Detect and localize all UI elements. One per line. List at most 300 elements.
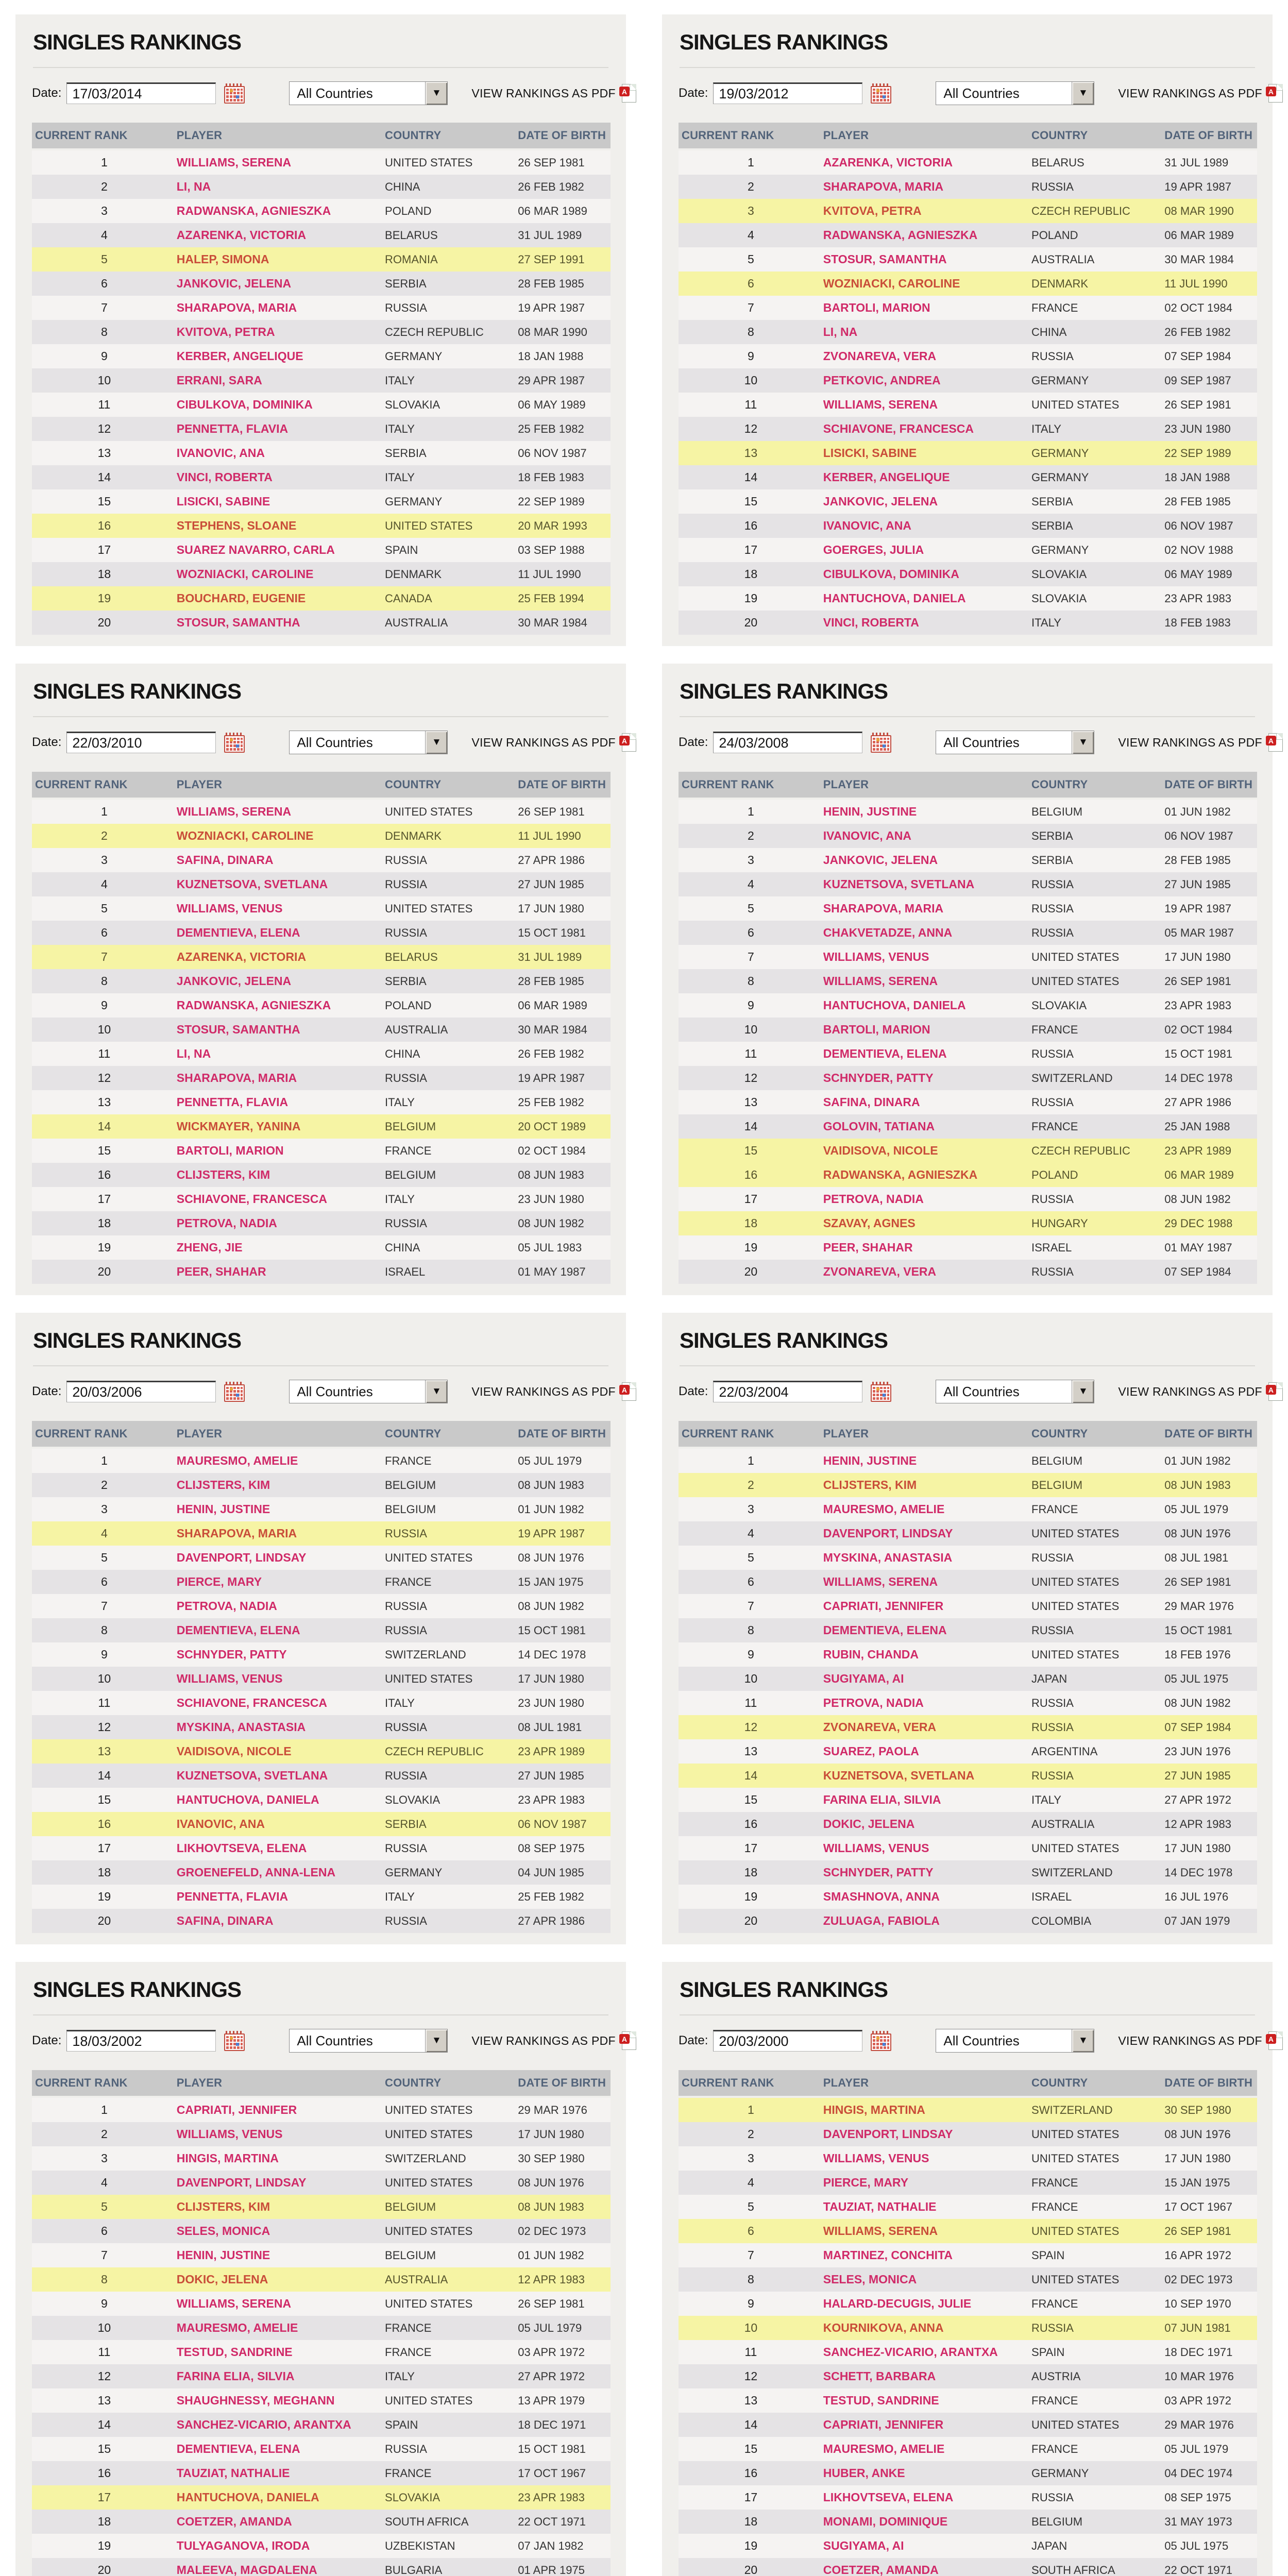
player-name-link[interactable]: RUBIN, CHANDA [823,1648,919,1661]
date-of-birth-cell: 05 JUL 1975 [1164,2539,1229,2552]
player-name-link[interactable]: HENIN, JUSTINE [176,1502,270,1516]
rank-cell: 15 [744,495,758,508]
date-of-birth-cell: 19 APR 1987 [518,1071,585,1084]
player-name-link[interactable]: KUZNETSOVA, SVETLANA [176,877,328,891]
player-name-link[interactable]: CAPRIATI, JENNIFER [176,2103,297,2116]
player-name-link[interactable]: RADWANSKA, AGNIESZKA [176,998,331,1012]
player-name-link[interactable]: BARTOLI, MARION [823,1023,930,1036]
date-of-birth-cell: 17 JUN 1980 [1164,2151,1231,2165]
table-row [679,2510,1257,2534]
column-header-date-of-birth: DATE OF BIRTH [518,123,611,149]
table-row [679,1018,1257,1042]
player-name-link[interactable]: JANKOVIC, JELENA [176,974,292,988]
date-label: Date: [32,735,62,749]
player-name-link[interactable]: JANKOVIC, JELENA [823,495,938,508]
country-select[interactable] [936,1380,1094,1403]
rank-cell: 3 [100,853,108,867]
chevron-down-icon[interactable]: ▼ [425,1380,447,1403]
country-cell: ARGENTINA [1031,1744,1098,1758]
player-name-link[interactable]: DEMENTIEVA, ELENA [176,2442,300,2455]
rank-cell: 18 [744,2515,758,2528]
player-name-link[interactable]: KUZNETSOVA, SVETLANA [176,1769,328,1782]
date-label: Date: [679,86,708,100]
pdf-icon[interactable] [1268,733,1283,752]
rank-cell: 8 [100,325,108,338]
player-name-link[interactable]: ZVONAREVA, VERA [823,349,937,363]
calendar-icon[interactable] [871,2033,891,2051]
table-row [32,1667,611,1691]
player-name-link[interactable]: VAIDISOVA, NICOLE [176,1744,292,1758]
player-name-link[interactable]: KERBER, ANGELIQUE [176,349,303,363]
player-name-link[interactable]: IVANOVIC, ANA [176,446,265,460]
chevron-down-icon[interactable]: ▼ [425,731,447,754]
player-name-link[interactable]: IVANOVIC, ANA [176,1817,265,1831]
player-name-link[interactable]: BARTOLI, MARION [823,301,930,314]
rank-cell: 11 [744,2345,757,2359]
player-name-link[interactable]: PIERCE, MARY [823,2176,909,2189]
column-header-player: PLAYER [823,123,1031,149]
rank-cell: 10 [97,1672,111,1685]
player-name-link[interactable]: PETKOVIC, ANDREA [823,374,941,387]
player-name-link[interactable]: HANTUCHOVA, DANIELA [176,2490,319,2504]
player-name-link[interactable]: PETROVA, NADIA [176,1599,277,1613]
player-name-link[interactable]: LISICKI, SABINE [176,495,270,508]
date-of-birth-cell: 01 APR 1975 [518,2563,585,2576]
country-cell: UNITED STATES [385,1551,473,1564]
player-name-link[interactable]: MONAMI, DOMINIQUE [823,2515,948,2528]
player-name-link[interactable]: CAPRIATI, JENNIFER [823,1599,944,1613]
player-name-link[interactable]: SZAVAY, AGNES [823,1216,916,1230]
player-name-link[interactable]: DAVENPORT, LINDSAY [823,2127,953,2141]
view-rankings-pdf-link[interactable]: VIEW RANKINGS AS PDF [1118,2033,1262,2047]
player-name-link[interactable]: LIKHOVTSEVA, ELENA [176,1841,307,1855]
singles-rankings-panel [662,1313,1273,1944]
player-name-link[interactable]: DEMENTIEVA, ELENA [176,1623,300,1637]
player-name-link[interactable]: SAFINA, DINARA [823,1095,920,1109]
player-name-link[interactable]: LIKHOVTSEVA, ELENA [823,2490,954,2504]
player-name-link[interactable]: DEMENTIEVA, ELENA [176,926,300,939]
player-name-link[interactable]: WILLIAMS, SERENA [823,2224,938,2238]
player-name-link[interactable]: MYSKINA, ANASTASIA [823,1551,953,1564]
country-cell: RUSSIA [385,1527,427,1540]
player-name-link[interactable]: WILLIAMS, VENUS [823,950,929,963]
table-row [32,175,611,199]
player-name-link[interactable]: MALEEVA, MAGDALENA [176,2563,317,2576]
player-name-link[interactable]: SCHIAVONE, FRANCESCA [823,422,974,435]
player-name-link[interactable]: SHARAPOVA, MARIA [823,180,944,193]
player-name-link[interactable]: SHARAPOVA, MARIA [176,1071,297,1084]
country-cell: ITALY [385,1095,415,1109]
country-cell: CZECH REPUBLIC [1031,204,1130,217]
table-row [32,1788,611,1812]
player-name-link[interactable]: TESTUD, SANDRINE [823,2394,939,2407]
player-name-link[interactable]: WILLIAMS, SERENA [176,805,292,818]
calendar-icon[interactable] [871,1384,891,1402]
player-name-link[interactable]: FARINA ELIA, SILVIA [176,2369,295,2383]
player-name-link[interactable]: VINCI, ROBERTA [823,616,919,629]
country-cell: SPAIN [385,2418,418,2431]
country-cell: SOUTH AFRICA [1031,2563,1115,2576]
player-name-link[interactable]: WOZNIACKI, CAROLINE [823,277,960,290]
country-cell: SWITZERLAND [385,2151,466,2165]
player-name-link[interactable]: WILLIAMS, SERENA [823,398,938,411]
player-name-link[interactable]: GROENEFELD, ANNA-LENA [176,1866,336,1879]
player-name-link[interactable]: AZARENKA, VICTORIA [176,228,307,242]
player-name-link[interactable]: TAUZIAT, NATHALIE [176,2466,290,2480]
player-name-link[interactable]: HANTUCHOVA, DANIELA [823,998,966,1012]
player-name-link[interactable]: DEMENTIEVA, ELENA [823,1623,947,1637]
player-name-link[interactable]: IVANOVIC, ANA [823,829,911,842]
player-name-link[interactable]: SANCHEZ-VICARIO, ARANTXA [823,2345,998,2359]
player-name-link[interactable]: SCHIAVONE, FRANCESCA [176,1192,327,1206]
table-row [32,969,611,993]
country-cell: RUSSIA [385,1914,427,1927]
rank-cell: 11 [98,2345,111,2359]
calendar-cells-decoration [873,2036,889,2049]
column-header-date-of-birth: DATE OF BIRTH [518,2070,611,2097]
player-name-link[interactable]: BARTOLI, MARION [176,1144,284,1157]
column-header-current-rank: CURRENT RANK [32,772,177,799]
calendar-icon[interactable] [224,735,245,753]
player-name-link[interactable]: SUAREZ, PAOLA [823,1744,919,1758]
player-name-link[interactable]: PENNETTA, FLAVIA [176,1095,289,1109]
country-cell: RUSSIA [1031,1095,1074,1109]
pdf-icon[interactable] [1268,1382,1283,1401]
player-name-link[interactable]: DOKIC, JELENA [176,2273,268,2286]
player-name-link[interactable]: CHAKVETADZE, ANNA [823,926,953,939]
player-name-link[interactable]: SCHNYDER, PATTY [823,1866,934,1879]
date-of-birth-cell: 22 SEP 1989 [518,495,585,508]
rank-cell: 14 [97,2418,111,2431]
view-rankings-pdf-link[interactable]: VIEW RANKINGS AS PDF [471,86,616,100]
player-name-link[interactable]: SUGIYAMA, AI [823,2539,904,2552]
player-name-link[interactable]: TULYAGANOVA, IRODA [176,2539,310,2552]
pdf-icon[interactable] [622,84,636,103]
player-name-link[interactable]: SUAREZ NAVARRO, CARLA [176,543,335,556]
player-name-link[interactable]: HANTUCHOVA, DANIELA [823,591,966,605]
title-divider [680,716,1255,717]
player-name-link[interactable]: CAPRIATI, JENNIFER [823,2418,944,2431]
country-cell: GERMANY [385,1866,443,1879]
date-input[interactable] [66,82,216,104]
player-name-link[interactable]: LI, NA [176,180,211,193]
date-input[interactable] [66,2030,216,2052]
date-of-birth-cell: 27 JUN 1985 [1164,1769,1231,1782]
chevron-down-icon[interactable]: ▼ [425,2029,447,2052]
player-name-link[interactable]: MYSKINA, ANASTASIA [176,1720,306,1734]
table-row [679,1764,1257,1788]
player-name-link[interactable]: KVITOVA, PETRA [176,325,275,338]
player-name-link[interactable]: GOERGES, JULIA [823,543,924,556]
player-name-link[interactable]: VINCI, ROBERTA [176,470,273,484]
pdf-icon[interactable] [1268,84,1283,103]
view-rankings-pdf-link[interactable]: VIEW RANKINGS AS PDF [1118,735,1262,749]
player-name-link[interactable]: LISICKI, SABINE [823,446,917,460]
player-name-link[interactable]: KOURNIKOVA, ANNA [823,2321,944,2334]
player-name-link[interactable]: PIERCE, MARY [176,1575,262,1588]
calendar-icon[interactable] [871,735,891,753]
view-rankings-pdf-link[interactable]: VIEW RANKINGS AS PDF [1118,86,1262,100]
player-name-link[interactable]: WILLIAMS, SERENA [176,2297,292,2310]
player-name-link[interactable]: GOLOVIN, TATIANA [823,1120,935,1133]
view-rankings-pdf-link[interactable]: VIEW RANKINGS AS PDF [1118,1384,1262,1398]
player-name-link[interactable]: MAURESMO, AMELIE [823,1502,945,1516]
player-name-link[interactable]: PETROVA, NADIA [823,1192,924,1206]
column-header-player: PLAYER [177,1421,385,1448]
player-name-link[interactable]: WILLIAMS, SERENA [823,1575,938,1588]
player-name-link[interactable]: DAVENPORT, LINDSAY [176,2176,307,2189]
player-name-link[interactable]: DOKIC, JELENA [823,1817,915,1831]
player-name-link[interactable]: STOSUR, SAMANTHA [823,252,947,266]
date-of-birth-cell: 23 JUN 1980 [1164,422,1231,435]
date-of-birth-cell: 06 MAR 1989 [518,998,587,1012]
rankings-table-body [32,2097,611,2576]
player-name-link[interactable]: CLIJSTERS, KIM [176,2200,270,2213]
player-name-link[interactable]: RADWANSKA, AGNIESZKA [823,1168,978,1181]
singles-rankings-panel [15,1962,626,2576]
date-of-birth-cell: 01 JUN 1982 [1164,1454,1231,1467]
column-header-player: PLAYER [177,123,385,149]
date-of-birth-cell: 17 JUN 1980 [518,1672,584,1685]
table-row [679,1812,1257,1836]
table-row [679,538,1257,562]
player-name-link[interactable]: CLIJSTERS, KIM [823,1478,917,1492]
date-of-birth-cell: 02 OCT 1984 [1164,301,1232,314]
table-row [679,1909,1257,1933]
table-row [32,1211,611,1235]
player-name-link[interactable]: HANTUCHOVA, DANIELA [176,1793,319,1806]
player-name-link[interactable]: SCHNYDER, PATTY [823,1071,934,1084]
view-rankings-pdf-link[interactable]: VIEW RANKINGS AS PDF [471,2033,616,2047]
chevron-down-icon[interactable]: ▼ [1072,2029,1094,2052]
player-name-link[interactable]: MARTINEZ, CONCHITA [823,2248,953,2262]
player-name-link[interactable]: SCHNYDER, PATTY [176,1648,287,1661]
date-input[interactable] [713,82,862,104]
view-rankings-pdf-link[interactable]: VIEW RANKINGS AS PDF [471,735,616,749]
player-name-link[interactable]: AZARENKA, VICTORIA [823,156,953,169]
country-cell: UNITED STATES [385,2224,473,2238]
table-row [679,1235,1257,1260]
country-cell: UNITED STATES [385,2176,473,2189]
country-cell: RUSSIA [1031,180,1074,193]
player-name-link[interactable]: SHARAPOVA, MARIA [176,1527,297,1540]
date-of-birth-cell: 07 SEP 1984 [1164,349,1231,363]
player-name-link[interactable]: ERRANI, SARA [176,374,262,387]
pdf-icon[interactable] [622,733,636,752]
calendar-icon[interactable] [871,86,891,104]
date-of-birth-cell: 04 JUN 1985 [518,1866,584,1879]
country-cell: BELGIUM [1031,1478,1083,1492]
pdf-icon[interactable] [622,1382,636,1401]
date-of-birth-cell: 05 JUL 1979 [518,1454,582,1467]
player-name-link[interactable]: PEER, SHAHAR [823,1241,913,1254]
country-cell: ISRAEL [385,1265,426,1278]
country-select[interactable] [936,731,1094,754]
player-name-link[interactable]: BOUCHARD, EUGENIE [176,591,306,605]
player-name-link[interactable]: FARINA ELIA, SILVIA [823,1793,941,1806]
country-select[interactable] [936,81,1094,105]
player-name-link[interactable]: SAFINA, DINARA [176,853,274,867]
player-name-link[interactable]: HALARD-DECUGIS, JULIE [823,2297,972,2310]
table-row [679,2364,1257,2388]
player-name-link[interactable]: MAURESMO, AMELIE [176,2321,298,2334]
player-name-link[interactable]: RADWANSKA, AGNIESZKA [176,204,331,217]
player-name-link[interactable]: DAVENPORT, LINDSAY [823,1527,953,1540]
table-row [32,1448,611,1473]
player-name-link[interactable]: STEPHENS, SLOANE [176,519,297,532]
player-name-link[interactable]: PETROVA, NADIA [823,1696,924,1709]
date-input[interactable] [66,1381,216,1402]
rank-cell: 6 [747,1575,754,1588]
player-name-link[interactable]: WILLIAMS, VENUS [176,1672,283,1685]
date-of-birth-cell: 03 APR 1972 [1164,2394,1231,2407]
player-name-link[interactable]: ZVONAREVA, VERA [823,1265,937,1278]
player-name-link[interactable]: MAURESMO, AMELIE [823,2442,945,2455]
player-name-link[interactable]: SAFINA, DINARA [176,1914,274,1927]
rank-cell: 20 [744,1265,758,1278]
player-name-link[interactable]: CIBULKOVA, DOMINIKA [176,398,313,411]
country-select[interactable] [289,81,448,105]
rank-cell: 18 [97,1216,111,1230]
page-title: SINGLES RANKINGS [680,679,888,703]
date-of-birth-cell: 15 OCT 1981 [1164,1047,1232,1060]
player-name-link[interactable]: JANKOVIC, JELENA [823,853,938,867]
player-name-link[interactable]: WILLIAMS, SERENA [176,156,292,169]
table-row [32,2195,611,2219]
player-name-link[interactable]: ZHENG, JIE [176,1241,243,1254]
table-row [32,2219,611,2243]
player-name-link[interactable]: CLIJSTERS, KIM [176,1168,270,1181]
chevron-down-icon[interactable]: ▼ [425,82,447,105]
table-row [32,1018,611,1042]
singles-rankings-panel [15,14,626,646]
date-input[interactable] [713,732,862,753]
player-name-link[interactable]: TAUZIAT, NATHALIE [823,2200,937,2213]
player-name-link[interactable]: WILLIAMS, VENUS [823,2151,929,2165]
date-input[interactable] [713,1381,862,1402]
player-name-link[interactable]: LI, NA [823,325,858,338]
chevron-down-icon[interactable]: ▼ [1072,82,1094,105]
chevron-down-icon[interactable]: ▼ [1072,731,1094,754]
rank-cell: 13 [97,2394,111,2407]
player-name-link[interactable]: DAVENPORT, LINDSAY [176,1551,307,1564]
player-name-link[interactable]: HENIN, JUSTINE [823,805,917,818]
calendar-icon[interactable] [224,2033,245,2051]
player-name-link[interactable]: COETZER, AMANDA [823,2563,939,2576]
date-of-birth-cell: 11 JUL 1990 [1164,277,1228,290]
player-name-link[interactable]: WICKMAYER, YANINA [176,1120,301,1133]
player-name-link[interactable]: WILLIAMS, SERENA [823,974,938,988]
player-name-link[interactable]: VAIDISOVA, NICOLE [823,1144,938,1157]
rank-cell: 12 [97,422,111,435]
date-input[interactable] [713,2030,862,2052]
player-name-link[interactable]: TESTUD, SANDRINE [176,2345,293,2359]
player-name-link[interactable]: RADWANSKA, AGNIESZKA [823,228,978,242]
player-name-link[interactable]: STOSUR, SAMANTHA [176,1023,300,1036]
calendar-icon[interactable] [224,1384,245,1402]
player-name-link[interactable]: HALEP, SIMONA [176,252,269,266]
player-name-link[interactable]: KUZNETSOVA, SVETLANA [823,1769,975,1782]
player-name-link[interactable]: IVANOVIC, ANA [823,519,911,532]
player-name-link[interactable]: AZARENKA, VICTORIA [176,950,307,963]
player-name-link[interactable]: LI, NA [176,1047,211,1060]
calendar-icon[interactable] [224,86,245,104]
player-name-link[interactable]: PEER, SHAHAR [176,1265,266,1278]
player-name-link[interactable]: MAURESMO, AMELIE [176,1454,298,1467]
player-name-link[interactable]: PENNETTA, FLAVIA [176,1890,289,1903]
player-name-link[interactable]: SHARAPOVA, MARIA [176,301,297,314]
player-name-link[interactable]: SMASHNOVA, ANNA [823,1890,940,1903]
column-header-country: COUNTRY [385,772,518,799]
player-name-link[interactable]: ZVONAREVA, VERA [823,1720,937,1734]
date-of-birth-cell: 05 JUL 1979 [518,2321,582,2334]
player-name-link[interactable]: JANKOVIC, JELENA [176,277,292,290]
table-row [32,1618,611,1642]
table-row [679,1788,1257,1812]
player-name-link[interactable]: KVITOVA, PETRA [823,204,922,217]
player-name-link[interactable]: KUZNETSOVA, SVETLANA [823,877,975,891]
player-name-link[interactable]: CLIJSTERS, KIM [176,1478,270,1492]
player-name-link[interactable]: ZULUAGA, FABIOLA [823,1914,940,1927]
player-name-link[interactable]: PENNETTA, FLAVIA [176,422,289,435]
player-name-link[interactable]: HENIN, JUSTINE [823,1454,917,1467]
player-name-link[interactable]: WILLIAMS, VENUS [176,2127,283,2141]
date-of-birth-cell: 15 OCT 1981 [518,926,586,939]
player-name-link[interactable]: WOZNIACKI, CAROLINE [176,567,314,581]
country-cell: SERBIA [385,446,427,460]
player-name-link[interactable]: SELES, MONICA [176,2224,270,2238]
country-cell: CHINA [1031,325,1067,338]
player-name-link[interactable]: STOSUR, SAMANTHA [176,616,300,629]
player-name-link[interactable]: SHAUGHNESSY, MEGHANN [176,2394,335,2407]
player-name-link[interactable]: DEMENTIEVA, ELENA [823,1047,947,1060]
rank-cell: 4 [747,1527,754,1540]
calendar-cells-decoration [226,2036,243,2049]
player-name-link[interactable]: SELES, MONICA [823,2273,917,2286]
chevron-down-icon[interactable]: ▼ [1072,1380,1094,1403]
country-cell: ROMANIA [385,252,438,266]
country-select[interactable] [289,1380,448,1403]
rank-cell: 17 [744,1841,758,1855]
country-select[interactable] [289,2029,448,2053]
pdf-icon[interactable] [1268,2031,1283,2050]
player-name-link[interactable]: SCHIAVONE, FRANCESCA [176,1696,327,1709]
country-select[interactable] [289,731,448,754]
player-name-link[interactable]: CIBULKOVA, DOMINIKA [823,567,959,581]
country-select-value: All Countries [297,2032,373,2048]
player-name-link[interactable]: SANCHEZ-VICARIO, ARANTXA [176,2418,351,2431]
player-name-link[interactable]: SUGIYAMA, AI [823,1672,904,1685]
rank-cell: 9 [747,998,754,1012]
player-name-link[interactable]: KERBER, ANGELIQUE [823,470,950,484]
player-name-link[interactable]: SHARAPOVA, MARIA [823,902,944,915]
pdf-icon[interactable] [622,2031,636,2050]
player-name-link[interactable]: HENIN, JUSTINE [176,2248,270,2262]
player-name-link[interactable]: COETZER, AMANDA [176,2515,292,2528]
player-name-link[interactable]: PETROVA, NADIA [176,1216,277,1230]
view-rankings-pdf-link[interactable]: VIEW RANKINGS AS PDF [471,1384,616,1398]
date-input[interactable] [66,732,216,753]
country-cell: RUSSIA [385,301,427,314]
country-select[interactable] [936,2029,1094,2053]
player-name-link[interactable]: WILLIAMS, VENUS [823,1841,929,1855]
player-name-link[interactable]: HUBER, ANKE [823,2466,905,2480]
player-name-link[interactable]: SCHETT, BARBARA [823,2369,936,2383]
player-name-link[interactable]: WOZNIACKI, CAROLINE [176,829,314,842]
player-name-link[interactable]: HINGIS, MARTINA [176,2151,279,2165]
player-name-link[interactable]: HINGIS, MARTINA [823,2103,925,2116]
player-name-link[interactable]: WILLIAMS, VENUS [176,902,283,915]
